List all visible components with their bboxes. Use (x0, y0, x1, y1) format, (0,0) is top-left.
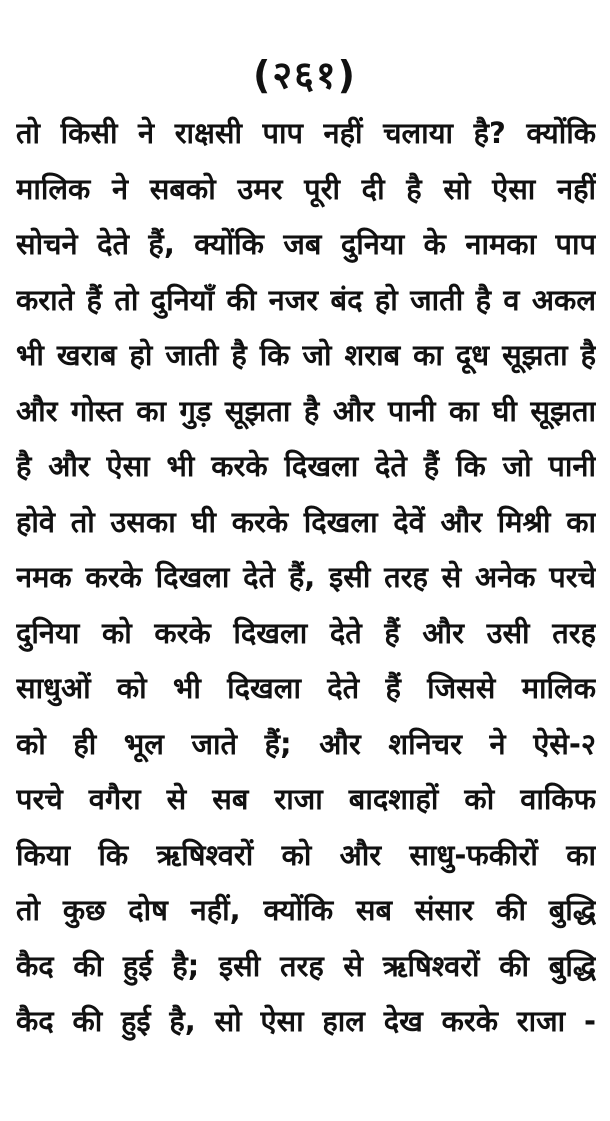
page-number: (२६१) (252, 53, 357, 97)
text-line: मालिक ने सबको उमर पूरी दी है सो ऐसा नहीं (16, 171, 596, 206)
text-line: को ही भूल जाते हैं; और शनिचर ने ऐसे-२ (16, 726, 596, 761)
text-line: तो किसी ने राक्षसी पाप नहीं चलाया है? क्योंकि (16, 116, 596, 150)
text-line: है और ऐसा भी करके दिखला देते हैं कि जो पानी (16, 449, 596, 483)
body-text (16, 106, 596, 1050)
text-line: कैद की हुई है, सो ऐसा हाल देख करके राजा - (16, 1004, 596, 1038)
text-line: परचे वगैरा से सब राजा बादशाहों को वाकिफ (16, 782, 596, 816)
text-line: कराते हैं तो दुनियाँ की नजर बंद हो जाती है व अकल (16, 282, 596, 317)
text-line: होवे तो उसका घी करके दिखला देवें और मिश्री का (16, 504, 596, 539)
text-line: किया कि ऋषिश्वरों को और साधु-फकीरों का (16, 837, 596, 872)
text-line: दुनिया को करके दिखला देते हैं और उसी तरह (16, 615, 596, 650)
text-line: नमक करके दिखला देते हैं, इसी तरह से अनेक परचे (16, 560, 596, 594)
text-line: तो कुछ दोष नहीं, क्योंकि सब संसार की बुद्धि (16, 893, 596, 927)
text-line: कैद की हुई है; इसी तरह से ऋषिश्वरों की बुद्धि (16, 948, 596, 983)
text-line: भी खराब हो जाती है कि जो शराब का दूध सूझता है (16, 338, 596, 372)
text-line: साधुओं को भी दिखला देते हैं जिससे मालिक (16, 671, 596, 705)
text-line: सोचने देते हैं, क्योंकि जब दुनिया के नामका पाप (16, 227, 596, 261)
text-line: और गोस्त का गुड़ सूझता है और पानी का घी सूझता (16, 393, 596, 428)
